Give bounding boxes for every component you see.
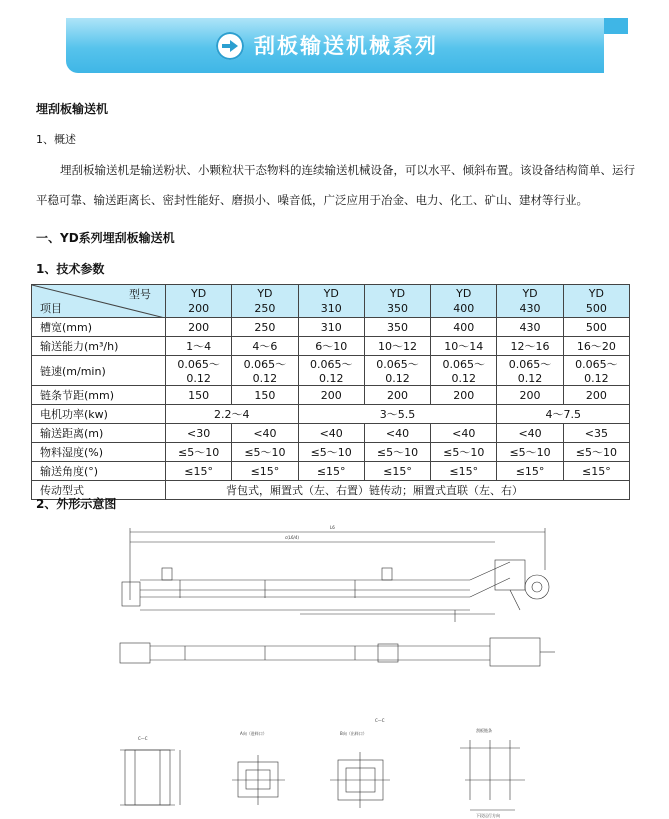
chain-direction-label: 下段运行方向 bbox=[476, 813, 500, 818]
table-corner-cell bbox=[32, 285, 166, 318]
table-row bbox=[32, 462, 630, 481]
chain-detail-label: 刮板链条 bbox=[476, 728, 492, 733]
view-b-label: B向（出料口） bbox=[340, 731, 367, 736]
row-label: 输送能力(m³/h) bbox=[32, 337, 166, 356]
table-cell: 200 bbox=[364, 386, 430, 405]
model-header: YD 310 bbox=[298, 285, 364, 318]
table-cell: ≤15° bbox=[298, 462, 364, 481]
table-cell: 0.065～0.12 bbox=[364, 356, 430, 386]
corner-model-label: 型号 bbox=[129, 288, 151, 301]
view-a-label: A向（进料口） bbox=[240, 731, 267, 736]
heading-figure: 2、外形示意图 bbox=[36, 497, 117, 511]
overview-paragraph: 埋刮板输送机是输送粉状、小颗粒状干态物料的连续输送机械设备，可以水平、倾斜布置。该设备结构简单、运行平稳可靠、输送距离长、密封性能好、磨损小、噪音低，广泛应用于冶金、电力、化工、矿山、建材等行业。 bbox=[36, 163, 635, 207]
table-cell: ≤15° bbox=[497, 462, 563, 481]
table-cell: <35 bbox=[563, 424, 629, 443]
table-cell: ≤5～10 bbox=[166, 443, 232, 462]
svg-text:c(L6/4): c(L6/4) bbox=[285, 535, 299, 540]
table-cell: <40 bbox=[298, 424, 364, 443]
table-header-row bbox=[32, 285, 630, 318]
table-cell: ≤15° bbox=[431, 462, 497, 481]
table-cell: 0.065～0.12 bbox=[298, 356, 364, 386]
table-cell: 250 bbox=[232, 318, 298, 337]
model-header: YD 500 bbox=[563, 285, 629, 318]
model-header: YD 400 bbox=[431, 285, 497, 318]
table-cell: 150 bbox=[232, 386, 298, 405]
table-row bbox=[32, 405, 630, 424]
table-row bbox=[32, 481, 630, 500]
heading-overview: 1、概述 bbox=[36, 133, 76, 146]
row-label: 链条节距(mm) bbox=[32, 386, 166, 405]
table-row bbox=[32, 337, 630, 356]
table-cell: 0.065～0.12 bbox=[563, 356, 629, 386]
table-cell: <30 bbox=[166, 424, 232, 443]
table-cell: 200 bbox=[563, 386, 629, 405]
table-cell: ≤15° bbox=[364, 462, 430, 481]
table-cell: 310 bbox=[298, 318, 364, 337]
model-header: YD 430 bbox=[497, 285, 563, 318]
banner-title: 刮板输送机械系列 bbox=[254, 34, 438, 58]
svg-text:L6: L6 bbox=[330, 525, 335, 530]
table-cell: ≤15° bbox=[563, 462, 629, 481]
title-banner bbox=[66, 18, 604, 73]
row-label: 电机功率(kw) bbox=[32, 405, 166, 424]
section-cc-label: C—C bbox=[138, 736, 148, 741]
corner-item-label: 项目 bbox=[40, 302, 62, 315]
spec-table bbox=[31, 284, 630, 500]
heading-tech: 1、技术参数 bbox=[36, 262, 105, 276]
table-cell: 12～16 bbox=[497, 337, 563, 356]
table-cell: ≤5～10 bbox=[431, 443, 497, 462]
table-cell: ≤5～10 bbox=[563, 443, 629, 462]
section-cc-label-top: C—C bbox=[375, 718, 385, 723]
outline-drawing bbox=[0, 510, 669, 819]
row-label: 输送角度(°) bbox=[32, 462, 166, 481]
table-cell: 1～4 bbox=[166, 337, 232, 356]
table-cell: 200 bbox=[431, 386, 497, 405]
table-cell: 150 bbox=[166, 386, 232, 405]
model-header: YD 200 bbox=[166, 285, 232, 318]
table-cell: 10～14 bbox=[431, 337, 497, 356]
table-row bbox=[32, 318, 630, 337]
table-cell: <40 bbox=[364, 424, 430, 443]
table-cell: 10～12 bbox=[364, 337, 430, 356]
table-cell: ≤15° bbox=[166, 462, 232, 481]
row-label: 槽宽(mm) bbox=[32, 318, 166, 337]
row-label: 输送距离(m) bbox=[32, 424, 166, 443]
table-cell: ≤5～10 bbox=[232, 443, 298, 462]
table-cell: <40 bbox=[431, 424, 497, 443]
table-cell: 200 bbox=[298, 386, 364, 405]
table-row bbox=[32, 356, 630, 386]
top-strip bbox=[0, 0, 669, 6]
table-cell: 0.065～0.12 bbox=[497, 356, 563, 386]
table-row bbox=[32, 424, 630, 443]
table-cell: 0.065～0.12 bbox=[431, 356, 497, 386]
heading-main: 埋刮板输送机 bbox=[36, 102, 109, 116]
banner-tab bbox=[604, 18, 628, 34]
heading-series: 一、YD系列埋刮板输送机 bbox=[36, 231, 175, 245]
table-cell: 6～10 bbox=[298, 337, 364, 356]
table-cell: 200 bbox=[497, 386, 563, 405]
row-label: 物料湿度(%) bbox=[32, 443, 166, 462]
table-cell: 16～20 bbox=[563, 337, 629, 356]
table-cell: 4～7.5 bbox=[497, 405, 630, 424]
table-cell: 500 bbox=[563, 318, 629, 337]
table-cell: 0.065～0.12 bbox=[166, 356, 232, 386]
table-cell: 200 bbox=[166, 318, 232, 337]
table-cell: ≤5～10 bbox=[497, 443, 563, 462]
table-cell: 2.2～4 bbox=[166, 405, 299, 424]
table-cell: ≤5～10 bbox=[364, 443, 430, 462]
table-cell: <40 bbox=[497, 424, 563, 443]
table-cell: 0.065～0.12 bbox=[232, 356, 298, 386]
table-cell: 背包式，厢置式（左、右置）链传动；厢置式直联（左、右） bbox=[166, 481, 630, 500]
table-row bbox=[32, 386, 630, 405]
table-row bbox=[32, 443, 630, 462]
table-cell: ≤15° bbox=[232, 462, 298, 481]
table-cell: 3～5.5 bbox=[298, 405, 497, 424]
table-cell: 430 bbox=[497, 318, 563, 337]
model-header: YD 250 bbox=[232, 285, 298, 318]
table-cell: <40 bbox=[232, 424, 298, 443]
arrow-right-icon bbox=[216, 32, 244, 60]
row-label: 传动型式 bbox=[32, 481, 166, 500]
table-cell: 350 bbox=[364, 318, 430, 337]
model-header: YD 350 bbox=[364, 285, 430, 318]
row-label: 链速(m/min) bbox=[32, 356, 166, 386]
table-cell: 400 bbox=[431, 318, 497, 337]
table-cell: ≤5～10 bbox=[298, 443, 364, 462]
table-cell: 4～6 bbox=[232, 337, 298, 356]
